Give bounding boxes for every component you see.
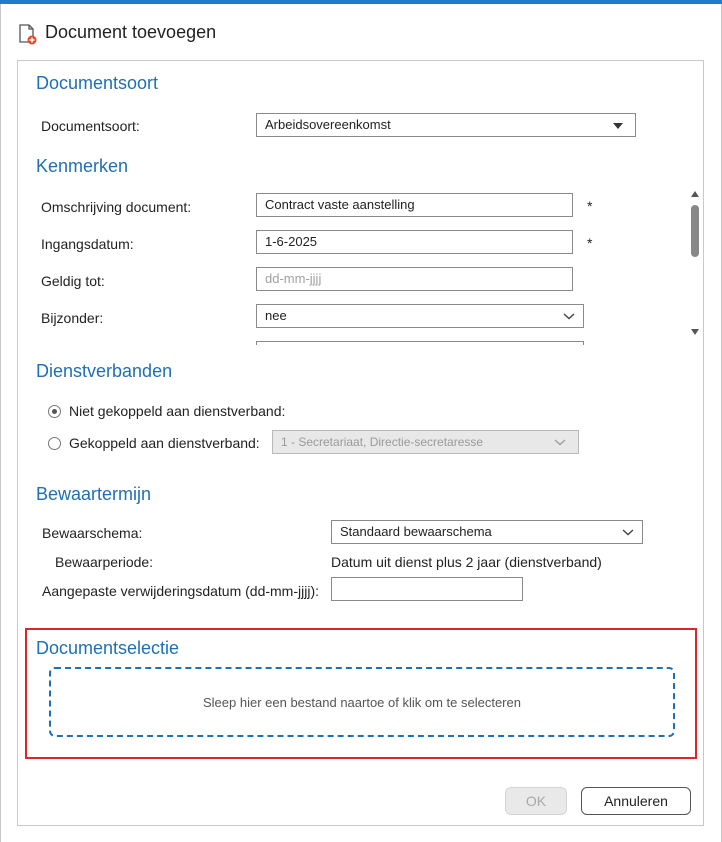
radio-linked-label[interactable]: Gekoppeld aan dienstverband:	[69, 435, 260, 451]
chevron-down-icon	[563, 311, 575, 321]
bewaarschema-select[interactable]	[331, 520, 643, 544]
documentsoort-value: Arbeidsovereenkomst	[265, 117, 391, 132]
verwijderingsdatum-label: Aangepaste verwijderingsdatum (dd-mm-jjjj):	[42, 583, 319, 599]
section-heading-kenmerken: Kenmerken	[36, 156, 129, 176]
documentsoort-label: Documentsoort:	[41, 118, 140, 134]
dienstverband-select[interactable]	[272, 430, 579, 454]
scroll-up-icon[interactable]	[691, 191, 699, 197]
dialog-title: Document toevoegen	[45, 22, 217, 42]
bijzonder-select[interactable]	[256, 304, 584, 328]
scrollbar-thumb[interactable]	[691, 205, 699, 257]
scroll-down-icon[interactable]	[691, 329, 699, 335]
ingangsdatum-label: Ingangsdatum:	[41, 236, 134, 252]
chevron-down-icon	[622, 527, 634, 537]
bewaarperiode-label: Bewaarperiode:	[55, 554, 154, 570]
ok-button[interactable]: OK	[505, 787, 567, 815]
kenmerken-scrollbar[interactable]	[690, 191, 700, 341]
dropdown-triangle-icon	[613, 123, 623, 129]
bijzonder-value: nee	[265, 308, 287, 323]
documentsoort-select[interactable]	[256, 113, 636, 137]
ingangsdatum-input[interactable]: 1-6-2025	[256, 230, 573, 254]
verwijderingsdatum-input[interactable]	[331, 577, 523, 601]
radio-linked[interactable]	[48, 437, 61, 450]
dialog-content	[17, 60, 704, 826]
geldig-tot-input[interactable]: dd-mm-jjjj	[256, 267, 573, 291]
window-top-bar	[0, 0, 722, 4]
add-document-icon	[18, 24, 38, 46]
section-heading-dienstverbanden: Dienstverbanden	[36, 361, 173, 381]
radio-not-linked[interactable]	[48, 405, 61, 418]
radio-not-linked-label[interactable]: Niet gekoppeld aan dienstverband:	[69, 403, 286, 419]
dienstverband-value: 1 - Secretariaat, Directie-secretaresse	[281, 435, 484, 449]
file-dropzone[interactable]	[49, 667, 675, 737]
geldig-tot-label: Geldig tot:	[41, 273, 105, 289]
dropzone-text: Sleep hier een bestand naartoe of klik om te selecteren	[203, 694, 521, 710]
bewaarschema-value: Standaard bewaarschema	[340, 524, 492, 539]
omschrijving-input[interactable]: Contract vaste aanstelling	[256, 193, 573, 217]
required-marker: *	[587, 235, 593, 251]
required-marker: *	[587, 198, 593, 214]
bijzonder-label: Bijzonder:	[41, 310, 104, 326]
omschrijving-label: Omschrijving document:	[41, 199, 192, 215]
section-heading-bewaartermijn: Bewaartermijn	[36, 484, 152, 504]
bewaarschema-label: Bewaarschema:	[42, 525, 143, 541]
section-heading-documentsoort: Documentsoort	[36, 73, 159, 93]
cancel-button[interactable]: Annuleren	[581, 787, 691, 815]
bewaarperiode-value: Datum uit dienst plus 2 jaar (dienstverband)	[331, 554, 602, 570]
next-field-partial	[256, 341, 584, 345]
window-left-border	[0, 4, 1, 842]
chevron-down-icon	[554, 437, 566, 447]
section-heading-documentselectie: Documentselectie	[36, 638, 180, 658]
